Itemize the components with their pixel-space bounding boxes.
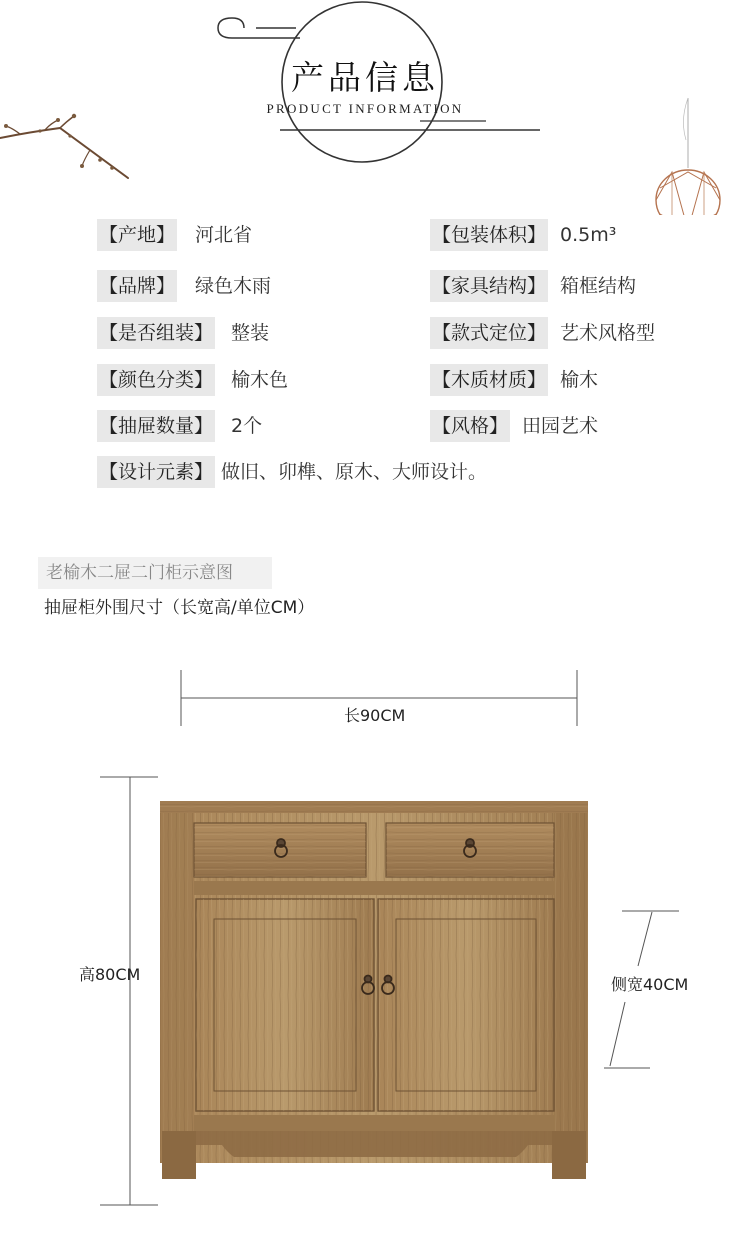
drawer-left [194,823,366,877]
info-value: 榆木色 [231,369,289,391]
info-label: 【款式定位】 [430,317,548,349]
cabinet-image [150,795,600,1190]
info-value: 0.5m³ [560,224,617,246]
info-label: 【木质材质】 [430,364,548,396]
info-label: 【设计元素】 [97,456,215,488]
info-label: 【家具结构】 [430,270,548,302]
height-label: 高80CM [79,965,141,984]
info-value: 榆木 [560,369,599,391]
info-value: 田园艺术 [522,415,599,437]
info-label: 【抽屉数量】 [97,410,215,442]
info-value: 整装 [231,322,270,344]
diagram-caption: 老榆木二屉二门柜示意图 [46,563,233,583]
cabinet-leg-right [552,1131,586,1179]
drawer-right [386,823,554,877]
info-value: 绿色木雨 [195,275,272,297]
diagram-subcaption: 抽屉柜外围尺寸（长宽高/单位CM） [44,598,315,618]
section-subtitle-en: PRODUCT INFORMATION [266,101,464,116]
info-label: 【包装体积】 [430,219,548,251]
door-left [196,899,374,1111]
door-right [378,899,554,1111]
cabinet-leg-left [162,1131,196,1179]
info-label: 【颜色分类】 [97,364,215,396]
cabinet-apron [190,1131,558,1157]
info-value: 箱框结构 [560,275,637,297]
section-title: 产品信息 [291,58,439,97]
length-label: 长90CM [344,706,406,725]
info-label: 【产地】 [97,219,177,251]
info-label: 【风格】 [430,410,510,442]
info-value: 艺术风格型 [560,322,656,344]
depth-label: 侧宽40CM [611,975,689,994]
info-value: 2个 [231,415,263,437]
info-value: 做旧、卯榫、原木、大师设计。 [221,461,488,483]
info-label: 【是否组装】 [97,317,215,349]
info-value: 河北省 [195,224,253,246]
info-label: 【品牌】 [97,270,177,302]
